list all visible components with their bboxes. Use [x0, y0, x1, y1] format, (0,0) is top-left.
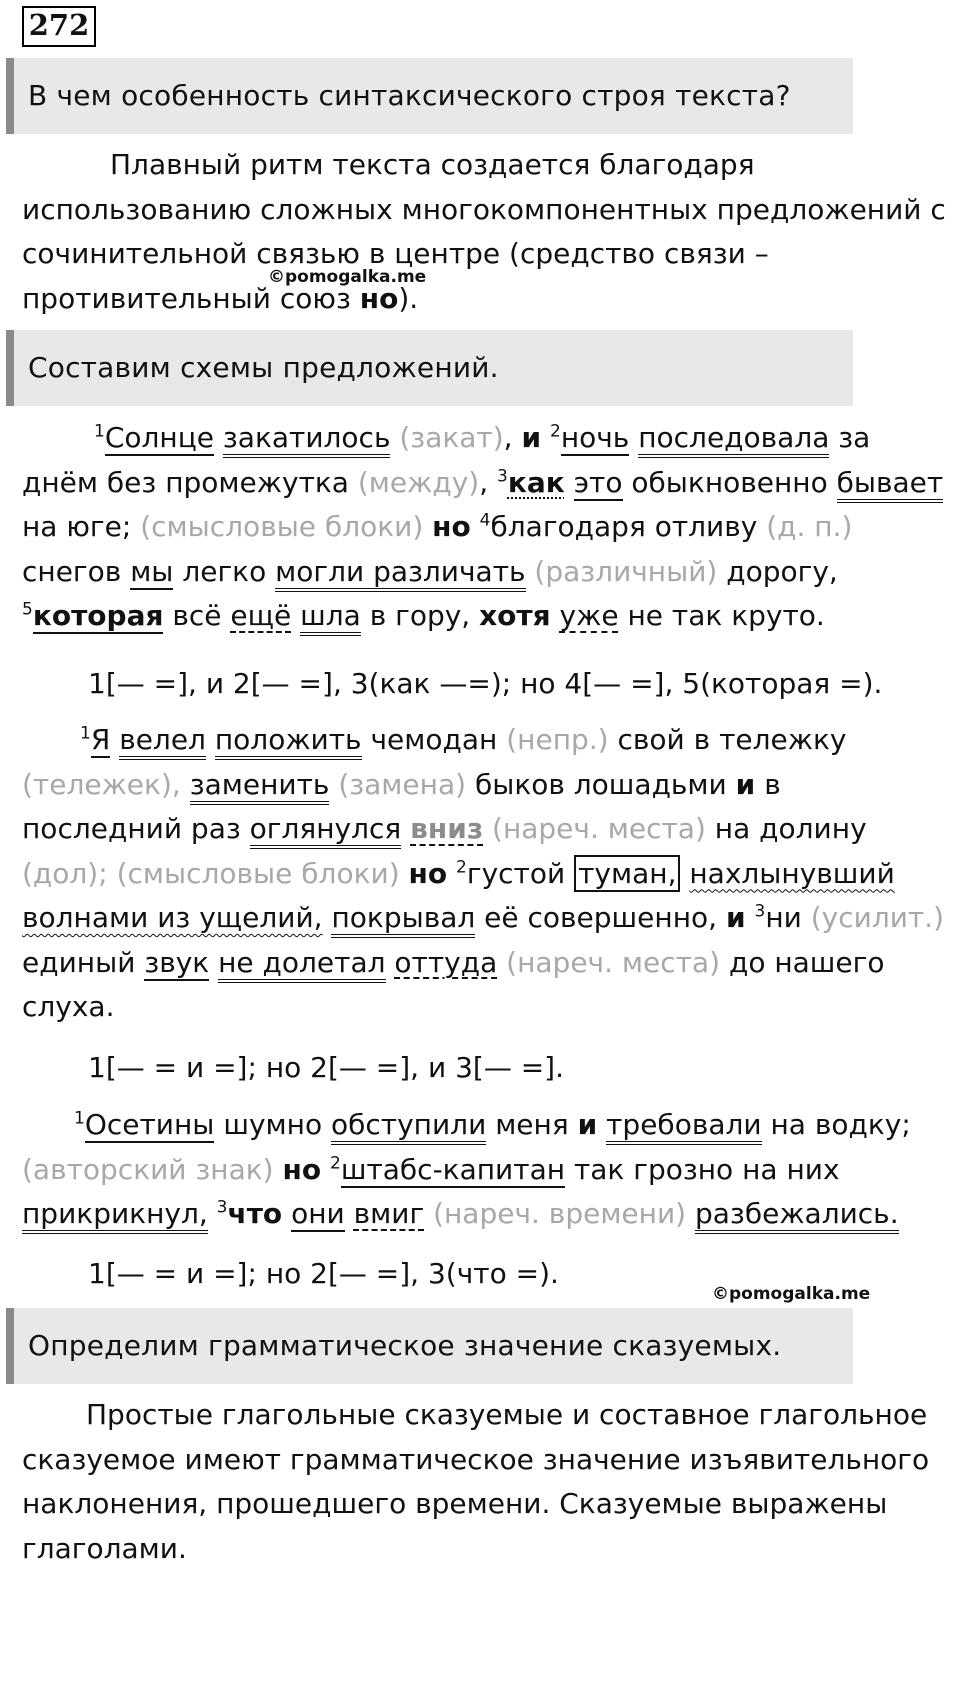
question-schemes: Составим схемы предложений.	[6, 330, 853, 406]
scheme-1: 1[— =], и 2[— =], 3(как —=); но 4[— =], 5(которая =).	[88, 667, 883, 700]
watermark-bottom: ©pomogalka.me	[712, 1284, 871, 1304]
answer-text: Плавный ритм текста создается благодаря использованию сложных многокомпонентных предложений с сочинительной связью в центре (средство связи – противительный союз	[22, 148, 946, 315]
question-grammar: Определим грамматическое значение сказуемых.	[6, 1308, 853, 1384]
question-syntax: В чем особенность синтаксического строя текста?	[6, 58, 853, 134]
answer-syntax	[22, 143, 948, 321]
sentence-3: $^1$Осетины шумно обступили меня и требовали на водку; (авторский знак) но $^2$штабс-капитан так грозно на них прикрикнул, $^3$что они вмиг (нареч. времени) разбежались.	[22, 1103, 948, 1237]
answer-end: ).	[398, 281, 419, 315]
scheme-3: 1[— = и =]; но 2[— =], 3(что =).	[88, 1257, 559, 1290]
watermark-top: ©pomogalka.me	[268, 267, 427, 287]
sentence-2: $^1$Я велел положить чемодан (непр.) свой в тележку (тележек), заменить (замена) быков лошадьми и в последний раз оглянулся вниз (нареч. места) на долину (дол); (смысловые блоки) но $^2$густой туман, нахлынувший волнами из ущелий, покрывал её совершенно, и $^3$ни (усилит.) единый звук не долетал оттуда (нареч. места) до нашего слуха.	[22, 723, 945, 1023]
answer-grammar-text: Простые глагольные сказуемые и составное глагольное сказуемое имеют грамматическое значение изъявительного наклонения, прошедшего времени. Сказуемые выражены глаголами.	[22, 1398, 930, 1565]
sentence-1: $^1$Солнце закатилось (закат), и $^2$ночь последовала за днём без промежутка (между), $^3$как это обыкновенно бывает на юге; (смысловые блоки) но $^4$благодаря отливу (д. п.) снегов мы легко могли различать (различный) дорогу, $^5$которая всё ещё шла в гору, хотя уже не так круто.	[22, 416, 948, 639]
conjunction-no: но	[359, 281, 399, 315]
exercise-number: 272	[22, 6, 96, 47]
answer-grammar	[22, 1393, 948, 1571]
scheme-2: 1[— = и =]; но 2[— =], и 3[— =].	[88, 1051, 564, 1084]
